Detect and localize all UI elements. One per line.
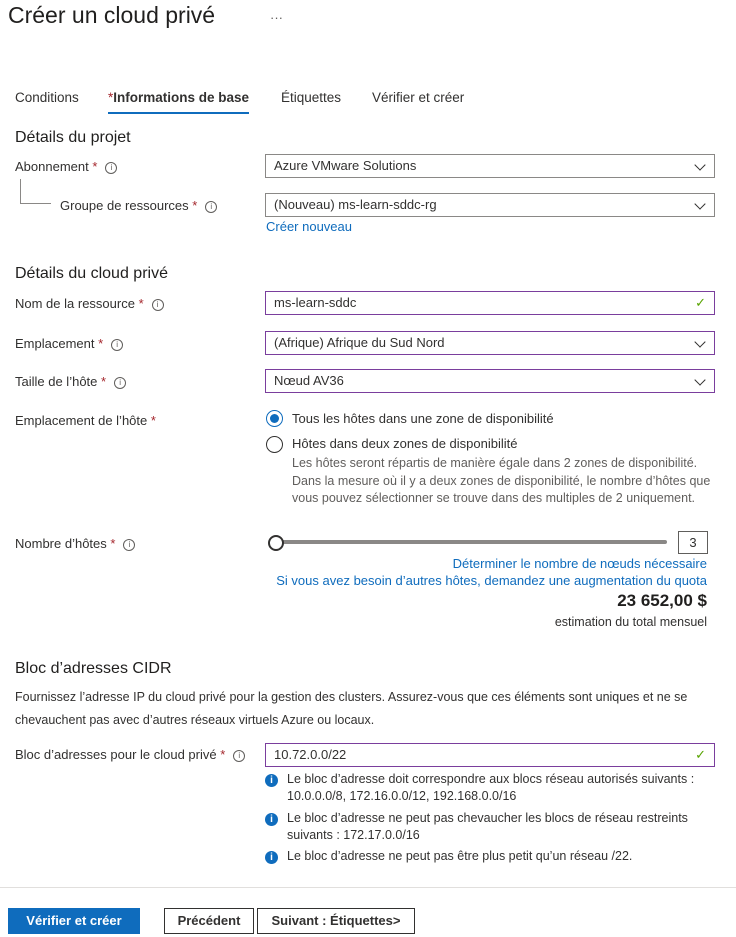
checkmark-icon: ✓ bbox=[695, 747, 706, 762]
info-icon[interactable]: i bbox=[152, 299, 164, 311]
page-title: Créer un cloud privé bbox=[8, 2, 216, 28]
footer-divider bbox=[0, 887, 736, 888]
resource-group-select[interactable] bbox=[265, 193, 715, 217]
required-mark: * bbox=[150, 413, 156, 428]
subscription-label bbox=[15, 159, 117, 174]
next-button[interactable]: Suivant : Étiquettes> bbox=[257, 908, 415, 934]
info-icon[interactable]: i bbox=[205, 201, 217, 213]
host-count-input[interactable]: 3 bbox=[678, 531, 708, 554]
cidr-info-restricted: Le bloc d’adresse ne peut pas chevaucher les blocs de réseau restreints suivants : 172.17.0.0/16 bbox=[287, 811, 688, 842]
create-new-link[interactable]: Créer nouveau bbox=[266, 219, 352, 234]
cidr-info-allowed: Le bloc d’adresse doit correspondre aux blocs réseau autorisés suivants : 10.0.0.0/8, 172.16.0.0/12, 192.168.0.0/16 bbox=[287, 772, 695, 803]
select-value: Nœud AV36 bbox=[274, 373, 344, 388]
label-text: Bloc d’adresses pour le cloud privé bbox=[15, 747, 217, 762]
location-label bbox=[15, 336, 123, 351]
radio-single-zone[interactable] bbox=[266, 410, 283, 427]
required-mark: * bbox=[108, 90, 114, 105]
chevron-down-icon bbox=[694, 159, 705, 170]
required-mark: * bbox=[98, 336, 104, 351]
input-value: 10.72.0.0/22 bbox=[274, 747, 347, 762]
two-zones-description: Les hôtes seront répartis de manière égale dans 2 zones de disponibilité. Dans la mesure où il y a deux zones de disponibilité, le nombre d’hôtes que vous pouvez sélectionner se trouve dans des multiples de 2 uniquement. bbox=[292, 456, 711, 505]
more-options-button[interactable]: ··· bbox=[270, 10, 283, 25]
monthly-price: 23 652,00 $ bbox=[617, 591, 707, 610]
cidr-heading: Bloc d’adresses CIDR bbox=[15, 660, 172, 677]
tab-conditions[interactable]: Conditions bbox=[15, 90, 79, 105]
select-value: (Afrique) Afrique du Sud Nord bbox=[274, 335, 445, 350]
info-circle-icon: i bbox=[265, 813, 278, 826]
cidr-info-minimum: Le bloc d’adresse ne peut pas être plus petit qu’un réseau /22. bbox=[287, 849, 633, 863]
radio-two-zones[interactable] bbox=[266, 436, 283, 453]
info-icon[interactable]: i bbox=[233, 750, 245, 762]
tab-informations-de-base[interactable] bbox=[108, 90, 249, 114]
label-text: Emplacement bbox=[15, 336, 95, 351]
cidr-label bbox=[15, 747, 245, 762]
info-icon[interactable]: i bbox=[105, 162, 117, 174]
chevron-down-icon bbox=[694, 374, 705, 385]
previous-button[interactable]: Précédent bbox=[164, 908, 254, 934]
location-select[interactable] bbox=[265, 331, 715, 355]
label-text: Nombre d’hôtes bbox=[15, 536, 107, 551]
chevron-down-icon bbox=[694, 336, 705, 347]
resource-name-label bbox=[15, 296, 164, 311]
host-size-select[interactable] bbox=[265, 369, 715, 393]
tab-verifier-et-creer[interactable]: Vérifier et créer bbox=[372, 90, 465, 105]
label-text: Abonnement bbox=[15, 159, 89, 174]
label-text: Emplacement de l’hôte bbox=[15, 413, 148, 428]
monthly-price-label: estimation du total mensuel bbox=[554, 615, 707, 629]
resource-name-input[interactable] bbox=[265, 291, 715, 315]
label-text: Taille de l’hôte bbox=[15, 374, 98, 389]
project-details-heading: Détails du projet bbox=[15, 129, 131, 146]
chevron-down-icon bbox=[694, 198, 705, 209]
select-value: (Nouveau) ms-learn-sddc-rg bbox=[274, 197, 437, 212]
required-mark: * bbox=[220, 747, 226, 762]
tree-connector bbox=[20, 179, 51, 204]
info-circle-icon: i bbox=[265, 851, 278, 864]
select-value: Azure VMware Solutions bbox=[274, 158, 417, 173]
cidr-input[interactable] bbox=[265, 743, 715, 767]
info-icon[interactable]: i bbox=[114, 377, 126, 389]
private-cloud-details-heading: Détails du cloud privé bbox=[15, 265, 168, 282]
info-circle-icon: i bbox=[265, 774, 278, 787]
review-create-button[interactable]: Vérifier et créer bbox=[8, 908, 140, 934]
host-count-slider-thumb[interactable] bbox=[268, 535, 284, 551]
radio-single-zone-label[interactable]: Tous les hôtes dans une zone de disponibilité bbox=[292, 411, 554, 426]
required-mark: * bbox=[138, 296, 144, 311]
host-count-slider-track[interactable] bbox=[275, 540, 667, 544]
tab-label: Informations de base bbox=[113, 90, 250, 105]
determine-nodes-link[interactable]: Déterminer le nombre de nœuds nécessaire bbox=[452, 556, 707, 571]
cidr-description: Fournissez l’adresse IP du cloud privé pour la gestion des clusters. Assurez-vous que ces éléments sont uniques et ne se chevauchent pas avec d’autres réseaux virtuels Azure ou locaux. bbox=[15, 690, 688, 727]
tab-etiquettes[interactable]: Étiquettes bbox=[281, 90, 342, 105]
required-mark: * bbox=[101, 374, 107, 389]
required-mark: * bbox=[110, 536, 116, 551]
required-mark: * bbox=[92, 159, 98, 174]
label-text: Groupe de ressources bbox=[60, 198, 189, 213]
host-count-label bbox=[15, 536, 135, 551]
info-icon[interactable]: i bbox=[111, 339, 123, 351]
info-icon[interactable]: i bbox=[123, 539, 135, 551]
quota-increase-link[interactable]: Si vous avez besoin d’autres hôtes, demandez une augmentation du quota bbox=[276, 573, 707, 588]
resource-group-label bbox=[60, 198, 217, 213]
label-text: Nom de la ressource bbox=[15, 296, 135, 311]
required-mark: * bbox=[192, 198, 198, 213]
radio-two-zones-label[interactable]: Hôtes dans deux zones de disponibilité bbox=[292, 436, 518, 451]
subscription-select[interactable] bbox=[265, 154, 715, 178]
host-size-label bbox=[15, 374, 126, 389]
host-location-label bbox=[15, 413, 156, 428]
checkmark-icon: ✓ bbox=[695, 295, 706, 310]
input-value: ms-learn-sddc bbox=[274, 295, 357, 310]
